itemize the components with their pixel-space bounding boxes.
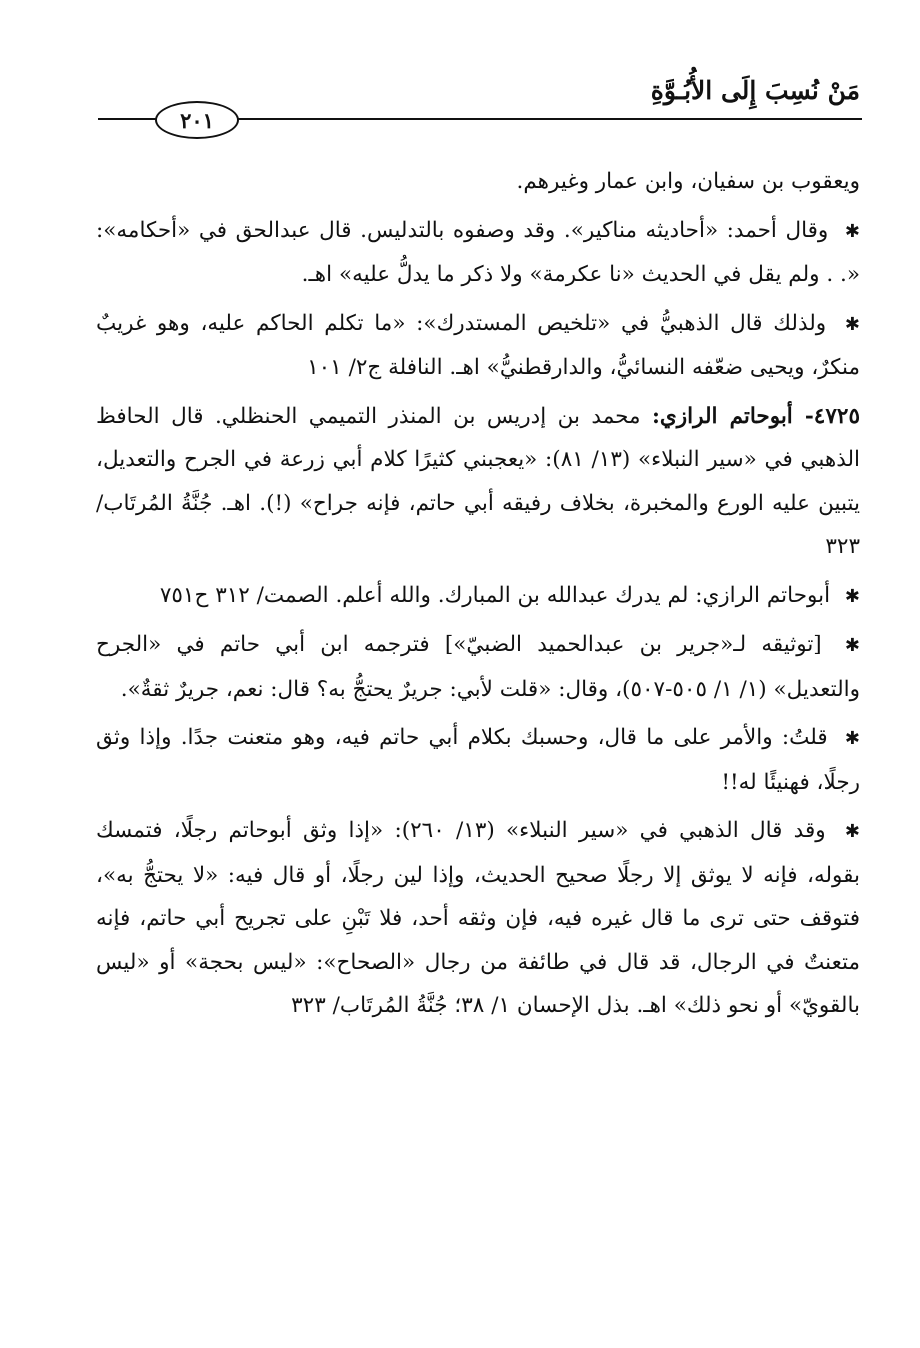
page-number	[155, 101, 239, 139]
paragraph-text: أبوحاتم الرازي: لم يدرك عبدالله بن المبارك. والله أعلم. الصمت/ ٣١٢ ح٧٥١	[159, 582, 831, 608]
paragraph	[96, 209, 860, 297]
page-number-text: ٢٠١	[180, 107, 214, 133]
star-bullet-icon: ✱	[844, 728, 860, 749]
paragraph-text: وقال أحمد: «أحاديثه مناكير». وقد وصفوه بالتدليس. قال عبدالحق في «أحكامه»: «. . ولم يقل في الحديث «نا عكرمة» ولا ذكر ما يدلُّ عليه» اهـ.	[96, 217, 860, 287]
entry-paragraph	[96, 395, 860, 569]
paragraph-text: قلتُ: والأمر على ما قال، وحسبك بكلام أبي حاتم فيه، وهو متعنت جدًا. وإذا وثق رجلًا، فهنيئًا له!!	[96, 725, 860, 795]
star-bullet-icon: ✱	[844, 821, 861, 842]
running-header-title: مَنْ نُسِبَ إِلَى الأُبُـوَّةِ	[650, 76, 860, 105]
entry-heading: ٤٧٢٥- أبوحاتم الرازي:	[651, 403, 860, 429]
paragraph-text: ويعقوب بن سفيان، وابن عمار وغيرهم.	[516, 169, 860, 194]
paragraph-text: محمد بن إدريس بن المنذر التميمي الحنظلي. قال الحافظ الذهبي في «سير النبلاء» (١٣/ ٨١): «يعجبني كثيرًا كلام أبي زرعة في الجرح والتعديل، يتبين عليه الورع والمخبرة، بخلاف رفيقه أبي حاتم، فإنه جراح» (!). اهـ. جُنَّةُ المُرتَاب/ ٣٢٣	[96, 403, 860, 559]
paragraph	[96, 716, 860, 804]
star-bullet-icon: ✱	[844, 585, 860, 607]
paragraph	[96, 809, 860, 1028]
page-body	[96, 160, 860, 1028]
star-bullet-icon: ✱	[844, 635, 860, 656]
paragraph	[96, 623, 860, 711]
paragraph	[96, 574, 860, 619]
star-bullet-icon: ✱	[844, 220, 860, 242]
star-bullet-icon: ✱	[844, 313, 860, 335]
paragraph-text: وقد قال الذهبي في «سير النبلاء» (١٣/ ٢٦٠): «إذا وثق أبوحاتم رجلًا، فتمسك بقوله، فإنه لا يوثق إلا رجلًا صحيح الحديث، وإذا لين رجلًا، أو قال فيه: «لا يحتجُّ به»، فتوقف حتى ترى ما قال غيره فيه، فإن وثقه أحد، فلا تَبْنِ على تجريح أبي حاتم، فإنه متعنتٌ في الرجال، قد قال في طائفة من رجال «الصحاح»: «ليس بحجة» أو «ليس بالقويّ» أو نحو ذلك» اهـ. بذل الإحسان ١/ ٣٨؛ جُنَّةُ المُرتَاب/ ٣٢٣	[96, 818, 860, 1018]
paragraph-text: ولذلك قال الذهبيُّ في «تلخيص المستدرك»: «ما تكلم الحاكم عليه، وهو غريبٌ منكرٌ، ويحيى ضعّفه النسائيُّ، والدارقطنيُّ» اهـ. النافلة ج٢/ ١٠١	[96, 310, 860, 380]
paragraph-text: [توثيقه لـ«جرير بن عبدالحميد الضبيّ»] فترجمه ابن أبي حاتم في «الجرح والتعديل» (١/ ١/ ٥٠٥-٥٠٧)، وقال: «قلت لأبي: جريرٌ يحتجُّ به؟ قال: نعم، جريرٌ ثقةٌ».	[96, 632, 860, 702]
paragraph	[96, 302, 860, 390]
paragraph	[96, 160, 860, 204]
